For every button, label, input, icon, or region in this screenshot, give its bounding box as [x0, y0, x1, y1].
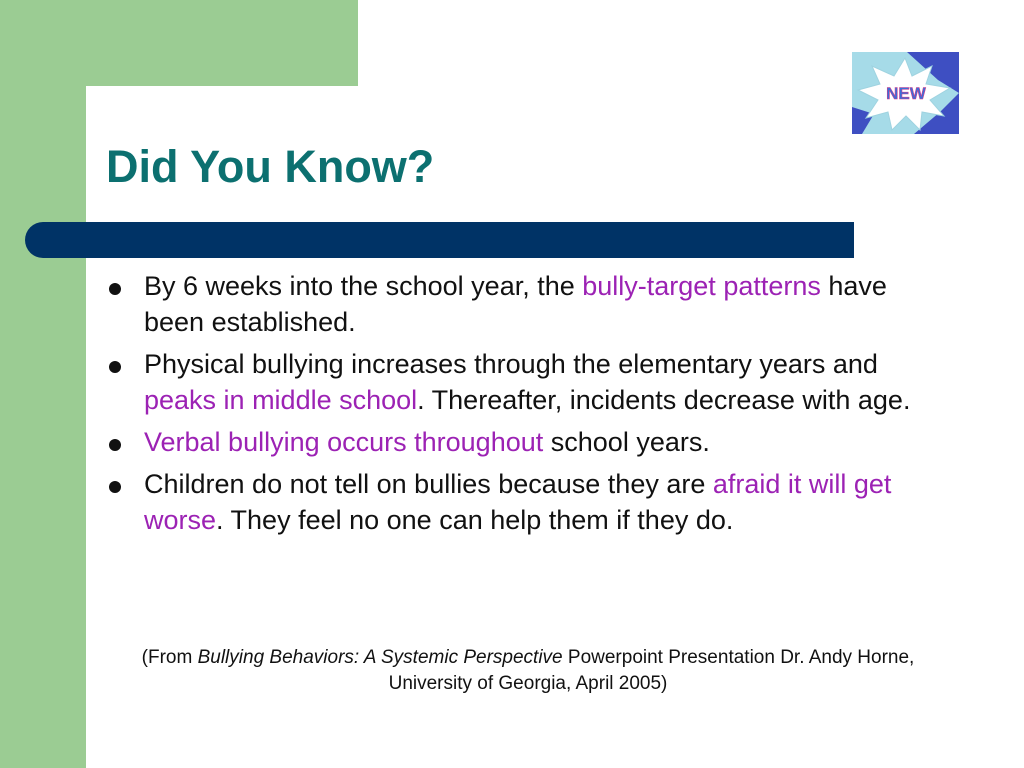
highlighted-text: bully-target patterns: [582, 271, 821, 301]
bullet-text: school years.: [543, 427, 710, 457]
left-accent-bar: [0, 0, 86, 768]
new-badge-text: NEW: [886, 84, 926, 103]
bullet-item: [103, 346, 923, 418]
highlighted-text: afraid it will get worse: [144, 469, 892, 535]
bullet-dot-icon: [109, 361, 121, 373]
bullet-item: [103, 466, 923, 538]
bullet-text: Children do not tell on bullies because they are: [144, 469, 713, 499]
bullet-text: Physical bullying increases through the elementary years and: [144, 349, 878, 379]
bullet-dot-icon: [109, 283, 121, 295]
bullet-list: [103, 268, 923, 544]
bullet-text: have been established.: [144, 271, 887, 337]
bullet-dot-icon: [109, 481, 121, 493]
highlighted-text: peaks in middle school: [144, 385, 418, 415]
new-starburst-icon: [852, 52, 959, 134]
bullet-dot-icon: [109, 439, 121, 451]
highlighted-text: Verbal bullying occurs throughout: [144, 427, 544, 457]
bullet-text: . They feel no one can help them if they do.: [216, 505, 734, 535]
title-divider: [25, 222, 854, 258]
bullet-item: [103, 424, 923, 460]
citation: [110, 645, 946, 697]
top-accent-block: [0, 0, 358, 86]
citation-suffix: Powerpoint Presentation Dr. Andy Horne, University of Georgia, April 2005): [388, 647, 915, 694]
bullet-item: [103, 268, 923, 340]
bullet-text: . Thereafter, incidents decrease with age.: [417, 385, 911, 415]
bullet-text: By 6 weeks into the school year, the: [144, 271, 583, 301]
citation-work-title: Bullying Behaviors: A Systemic Perspective: [197, 647, 563, 668]
citation-prefix: (From: [141, 647, 198, 668]
slide-title: Did You Know?: [106, 141, 435, 192]
